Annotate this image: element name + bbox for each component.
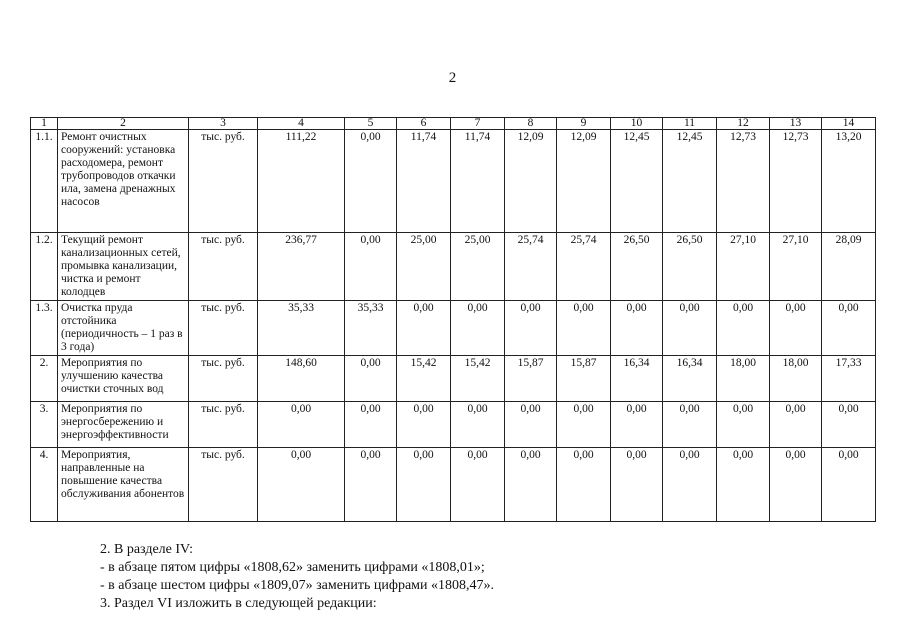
value-cell: 16,34 (611, 356, 663, 402)
value-cell: 0,00 (822, 301, 876, 356)
value-cell: 12,45 (611, 130, 663, 233)
value-cell: 0,00 (451, 448, 505, 522)
value-cell: 0,00 (345, 356, 397, 402)
value-cell: 18,00 (717, 356, 770, 402)
value-cell: 0,00 (663, 402, 717, 448)
value-cell: 111,22 (258, 130, 345, 233)
value-cell: 0,00 (397, 448, 451, 522)
value-cell: 0,00 (663, 301, 717, 356)
header-cell: 6 (397, 118, 451, 130)
footer-text (100, 541, 494, 613)
header-cell: 11 (663, 118, 717, 130)
value-cell: 25,00 (451, 233, 505, 301)
unit-cell: тыс. руб. (189, 233, 258, 301)
value-cell: 0,00 (557, 301, 611, 356)
value-cell: 0,00 (611, 301, 663, 356)
row-number-cell: 1.1. (31, 130, 58, 233)
table-row (31, 402, 876, 448)
page-number: 2 (448, 70, 457, 86)
paragraph-six-change: - в абзаце шестом цифры «1809,07» заменить цифрами «1808,47». (100, 578, 495, 593)
header-cell: 5 (345, 118, 397, 130)
table-row (31, 448, 876, 522)
value-cell: 0,00 (611, 448, 663, 522)
value-cell: 15,42 (451, 356, 505, 402)
header-cell: 7 (451, 118, 505, 130)
value-cell: 28,09 (822, 233, 876, 301)
row-number-cell: 2. (31, 356, 58, 402)
value-cell: 25,00 (397, 233, 451, 301)
value-cell: 15,87 (505, 356, 557, 402)
table-row (31, 233, 876, 301)
measure-description-cell: Очистка пруда отстойника (периодичность – 1 раз в 3 года) (58, 301, 189, 356)
measure-description-cell: Мероприятия по улучшению качества очистки сточных вод (58, 356, 189, 402)
row-number-cell: 3. (31, 402, 58, 448)
value-cell: 27,10 (717, 233, 770, 301)
unit-cell: тыс. руб. (189, 402, 258, 448)
section-vi-heading: 3. Раздел VI изложить в следующей редакции: (100, 596, 377, 611)
value-cell: 15,87 (557, 356, 611, 402)
value-cell: 35,33 (345, 301, 397, 356)
unit-cell: тыс. руб. (189, 130, 258, 233)
value-cell: 15,42 (397, 356, 451, 402)
value-cell: 0,00 (345, 448, 397, 522)
header-cell: 2 (58, 118, 189, 130)
value-cell: 26,50 (663, 233, 717, 301)
value-cell: 0,00 (663, 448, 717, 522)
value-cell: 17,33 (822, 356, 876, 402)
value-cell: 12,73 (717, 130, 770, 233)
value-cell: 13,20 (822, 130, 876, 233)
value-cell: 0,00 (717, 301, 770, 356)
row-number-cell: 4. (31, 448, 58, 522)
value-cell: 0,00 (505, 301, 557, 356)
value-cell: 0,00 (397, 402, 451, 448)
value-cell: 0,00 (451, 301, 505, 356)
value-cell: 16,34 (663, 356, 717, 402)
value-cell: 0,00 (258, 448, 345, 522)
value-cell: 148,60 (258, 356, 345, 402)
value-cell: 12,09 (505, 130, 557, 233)
value-cell: 0,00 (611, 402, 663, 448)
value-cell: 0,00 (505, 402, 557, 448)
value-cell: 0,00 (258, 402, 345, 448)
value-cell: 11,74 (451, 130, 505, 233)
table-row (31, 301, 876, 356)
measure-description-cell: Мероприятия, направленные на повышение качества обслуживания абонентов (58, 448, 189, 522)
value-cell: 236,77 (258, 233, 345, 301)
value-cell: 0,00 (345, 402, 397, 448)
header-cell: 12 (717, 118, 770, 130)
row-number-cell: 1.3. (31, 301, 58, 356)
header-cell: 8 (505, 118, 557, 130)
header-cell: 9 (557, 118, 611, 130)
value-cell: 35,33 (258, 301, 345, 356)
measure-description-cell: Ремонт очистных сооружений: установка расходомера, ремонт трубопроводов откачки ила, замена дренажных насосов (58, 130, 189, 233)
header-cell: 13 (770, 118, 822, 130)
value-cell: 0,00 (505, 448, 557, 522)
value-cell: 0,00 (397, 301, 451, 356)
value-cell: 18,00 (770, 356, 822, 402)
header-cell: 14 (822, 118, 876, 130)
value-cell: 27,10 (770, 233, 822, 301)
value-cell: 0,00 (822, 448, 876, 522)
measure-description-cell: Текущий ремонт канализационных сетей, промывка канализации, чистка и ремонт колодцев (58, 233, 189, 301)
row-number-cell: 1.2. (31, 233, 58, 301)
value-cell: 25,74 (505, 233, 557, 301)
value-cell: 0,00 (557, 402, 611, 448)
value-cell: 0,00 (822, 402, 876, 448)
header-cell: 3 (189, 118, 258, 130)
header-cell: 1 (31, 118, 58, 130)
value-cell: 26,50 (611, 233, 663, 301)
value-cell: 0,00 (557, 448, 611, 522)
table-row (31, 356, 876, 402)
unit-cell: тыс. руб. (189, 448, 258, 522)
table-row (31, 130, 876, 233)
value-cell: 0,00 (717, 448, 770, 522)
value-cell: 12,45 (663, 130, 717, 233)
unit-cell: тыс. руб. (189, 356, 258, 402)
value-cell: 12,09 (557, 130, 611, 233)
measures-table (30, 117, 876, 522)
value-cell: 0,00 (770, 448, 822, 522)
value-cell: 11,74 (397, 130, 451, 233)
value-cell: 25,74 (557, 233, 611, 301)
value-cell: 0,00 (717, 402, 770, 448)
value-cell: 0,00 (345, 233, 397, 301)
header-cell: 10 (611, 118, 663, 130)
value-cell: 12,73 (770, 130, 822, 233)
value-cell: 0,00 (345, 130, 397, 233)
section-iv-heading: 2. В разделе IV: (100, 542, 193, 557)
unit-cell: тыс. руб. (189, 301, 258, 356)
value-cell: 0,00 (770, 402, 822, 448)
measure-description-cell: Мероприятия по энергосбережению и энергоэффективности (58, 402, 189, 448)
paragraph-five-change: - в абзаце пятом цифры «1808,62» заменить цифрами «1808,01»; (100, 560, 485, 575)
table-header-row (31, 118, 876, 130)
value-cell: 0,00 (451, 402, 505, 448)
header-cell: 4 (258, 118, 345, 130)
value-cell: 0,00 (770, 301, 822, 356)
